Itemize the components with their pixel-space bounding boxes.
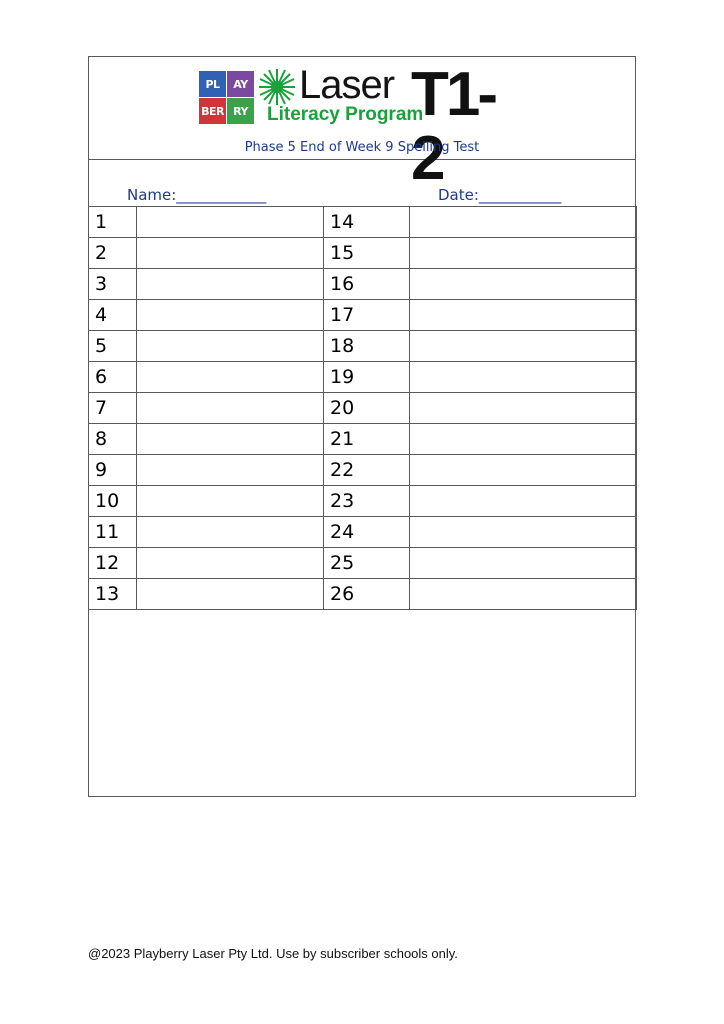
worksheet xyxy=(88,56,636,797)
table-row xyxy=(89,300,637,331)
table-row xyxy=(89,238,637,269)
table-row xyxy=(89,548,637,579)
answer-cell[interactable] xyxy=(410,486,637,517)
question-number: 13 xyxy=(89,579,137,610)
logo-tagline: Literacy Program xyxy=(267,104,424,125)
test-title: Phase 5 End of Week 9 Spelling Test xyxy=(244,140,480,155)
date-field[interactable]: Date:___________ xyxy=(438,186,562,204)
answer-cell[interactable] xyxy=(137,238,324,269)
question-number: 18 xyxy=(324,331,410,362)
question-number: 6 xyxy=(89,362,137,393)
table-row xyxy=(89,269,637,300)
answer-cell[interactable] xyxy=(137,269,324,300)
question-number: 4 xyxy=(89,300,137,331)
question-number: 15 xyxy=(324,238,410,269)
question-number: 1 xyxy=(89,207,137,238)
answer-cell[interactable] xyxy=(410,207,637,238)
answer-cell[interactable] xyxy=(137,424,324,455)
table-row xyxy=(89,579,637,610)
answer-cell[interactable] xyxy=(137,548,324,579)
puzzle-piece-ber: BER xyxy=(199,98,226,124)
question-number: 16 xyxy=(324,269,410,300)
question-number: 22 xyxy=(324,455,410,486)
question-number: 17 xyxy=(324,300,410,331)
question-number: 21 xyxy=(324,424,410,455)
answer-cell[interactable] xyxy=(137,517,324,548)
answer-cell[interactable] xyxy=(410,393,637,424)
question-number: 9 xyxy=(89,455,137,486)
puzzle-piece-ay: AY xyxy=(227,71,254,97)
question-number: 23 xyxy=(324,486,410,517)
question-number: 19 xyxy=(324,362,410,393)
answer-cell[interactable] xyxy=(410,579,637,610)
answer-cell[interactable] xyxy=(137,486,324,517)
name-field[interactable]: Name:____________ xyxy=(127,186,267,204)
question-number: 8 xyxy=(89,424,137,455)
answer-cell[interactable] xyxy=(137,207,324,238)
question-number: 26 xyxy=(324,579,410,610)
answer-cell[interactable] xyxy=(137,362,324,393)
table-row xyxy=(89,486,637,517)
copyright-footer: @2023 Playberry Laser Pty Ltd. Use by subscriber schools only. xyxy=(88,946,458,961)
laser-burst-icon xyxy=(255,67,299,107)
puzzle-piece-ry: RY xyxy=(227,98,254,124)
question-number: 14 xyxy=(324,207,410,238)
table-row xyxy=(89,424,637,455)
question-number: 10 xyxy=(89,486,137,517)
answer-cell[interactable] xyxy=(137,393,324,424)
question-number: 2 xyxy=(89,238,137,269)
answer-cell[interactable] xyxy=(137,331,324,362)
table-row xyxy=(89,362,637,393)
answer-cell[interactable] xyxy=(410,424,637,455)
answer-cell[interactable] xyxy=(410,455,637,486)
question-number: 3 xyxy=(89,269,137,300)
answer-cell[interactable] xyxy=(410,300,637,331)
answer-cell[interactable] xyxy=(410,331,637,362)
question-number: 11 xyxy=(89,517,137,548)
table-row xyxy=(89,393,637,424)
answer-cell[interactable] xyxy=(410,548,637,579)
logo-level: T1-2 xyxy=(411,60,495,193)
question-number: 20 xyxy=(324,393,410,424)
puzzle-piece-pl: PL xyxy=(199,71,226,97)
table-row xyxy=(89,207,637,238)
spelling-answer-grid xyxy=(88,206,637,610)
header xyxy=(89,57,635,193)
answer-cell[interactable] xyxy=(410,238,637,269)
logo-brand-text: Laser xyxy=(299,63,395,107)
question-number: 24 xyxy=(324,517,410,548)
answer-cell[interactable] xyxy=(410,269,637,300)
question-number: 25 xyxy=(324,548,410,579)
answer-cell[interactable] xyxy=(137,579,324,610)
answer-cell[interactable] xyxy=(410,362,637,393)
table-row xyxy=(89,331,637,362)
table-row xyxy=(89,455,637,486)
question-number: 5 xyxy=(89,331,137,362)
answer-cell[interactable] xyxy=(410,517,637,548)
question-number: 7 xyxy=(89,393,137,424)
answer-cell[interactable] xyxy=(137,300,324,331)
answer-cell[interactable] xyxy=(137,455,324,486)
question-number: 12 xyxy=(89,548,137,579)
table-row xyxy=(89,517,637,548)
